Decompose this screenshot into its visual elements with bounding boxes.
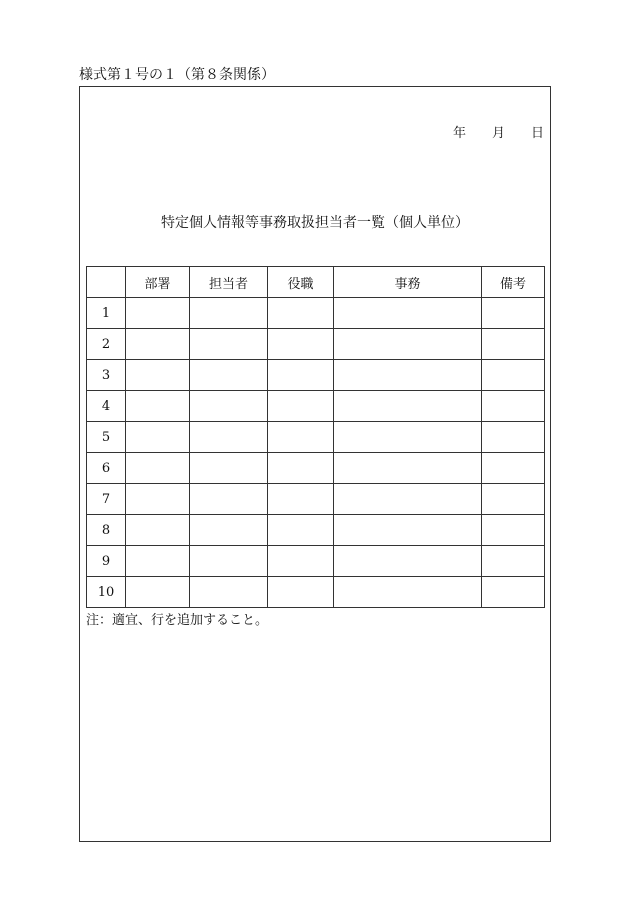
table-row [87,484,545,515]
duties-cell [334,360,482,391]
person-cell [190,422,268,453]
date-month: 月 [491,126,505,141]
table-row [87,453,545,484]
position-cell [268,453,334,484]
person-cell [190,484,268,515]
department-cell [126,391,190,422]
header-department: 部署 [126,267,190,298]
duties-cell [334,298,482,329]
department-cell [126,577,190,608]
remarks-cell [482,391,545,422]
staff-roster-table [86,266,545,608]
table-body [87,298,545,608]
note-text: 注：適宜、行を追加すること。 [86,613,269,628]
department-cell [126,329,190,360]
remarks-cell [482,453,545,484]
department-cell [126,484,190,515]
table-row [87,298,545,329]
date-line [453,122,544,141]
department-cell [126,453,190,484]
remarks-cell [482,360,545,391]
remarks-cell [482,546,545,577]
table-row [87,360,545,391]
duties-cell [334,515,482,546]
table-row [87,422,545,453]
table-header-row [87,267,545,298]
person-cell [190,298,268,329]
duties-cell [334,391,482,422]
position-cell [268,422,334,453]
remarks-cell [482,515,545,546]
row-number: 9 [87,546,126,577]
document-title: 特定個人情報等事務取扱担当者一覧（個人単位） [161,215,469,231]
position-cell [268,515,334,546]
person-cell [190,577,268,608]
person-cell [190,515,268,546]
remarks-cell [482,298,545,329]
row-number: 10 [87,577,126,608]
duties-cell [334,422,482,453]
row-number: 4 [87,391,126,422]
duties-cell [334,577,482,608]
person-cell [190,453,268,484]
department-cell [126,422,190,453]
person-cell [190,329,268,360]
row-number: 7 [87,484,126,515]
duties-cell [334,484,482,515]
form-number-label: 様式第１号の１（第８条関係） [79,67,275,83]
date-day: 日 [530,126,544,141]
position-cell [268,360,334,391]
department-cell [126,546,190,577]
row-number: 6 [87,453,126,484]
table-row [87,329,545,360]
header-number [87,267,126,298]
remarks-cell [482,329,545,360]
row-number: 3 [87,360,126,391]
table-row [87,577,545,608]
table-row [87,391,545,422]
remarks-cell [482,577,545,608]
table-row [87,546,545,577]
department-cell [126,298,190,329]
header-position: 役職 [268,267,334,298]
position-cell [268,546,334,577]
remarks-cell [482,422,545,453]
person-cell [190,391,268,422]
row-number: 2 [87,329,126,360]
department-cell [126,360,190,391]
header-duties: 事務 [334,267,482,298]
person-cell [190,360,268,391]
position-cell [268,298,334,329]
duties-cell [334,329,482,360]
duties-cell [334,453,482,484]
department-cell [126,515,190,546]
row-number: 8 [87,515,126,546]
person-cell [190,546,268,577]
date-year: 年 [452,126,466,141]
position-cell [268,484,334,515]
header-person-in-charge: 担当者 [190,267,268,298]
row-number: 1 [87,298,126,329]
header-remarks: 備考 [482,267,545,298]
remarks-cell [482,484,545,515]
duties-cell [334,546,482,577]
position-cell [268,329,334,360]
position-cell [268,577,334,608]
table-row [87,515,545,546]
position-cell [268,391,334,422]
row-number: 5 [87,422,126,453]
